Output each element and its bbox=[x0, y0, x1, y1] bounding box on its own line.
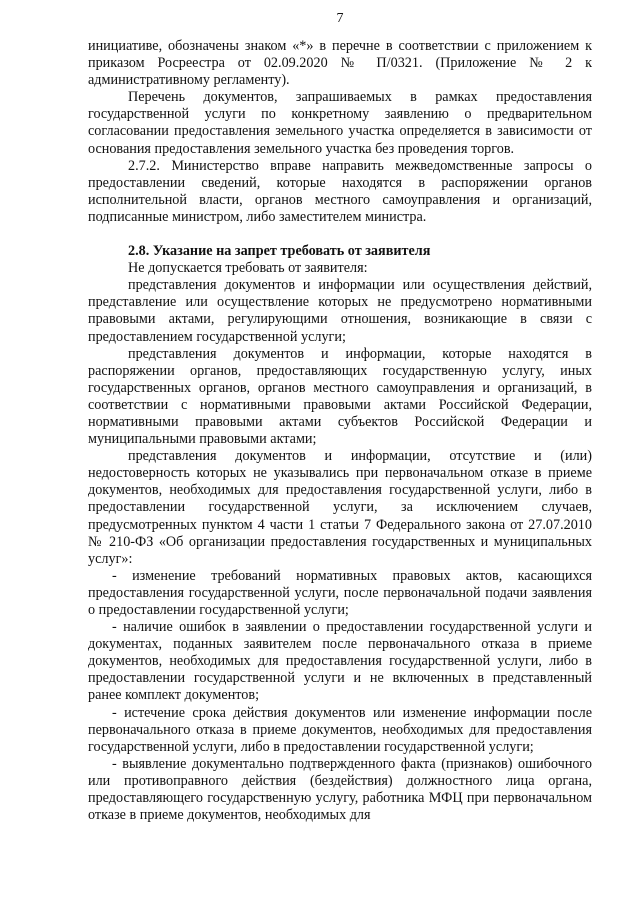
paragraph: представления документов и информации, которые находятся в распоряжении органов, предоставляющих государственную услугу, иных государственных органов, органов местного самоуправления и организаций, в соответствии с нормативными правовыми актами Российской Федерации, нормативными правовыми актами субъектов Российской Федерации и муниципальными правовыми актами; bbox=[88, 345, 592, 448]
paragraph: Перечень документов, запрашиваемых в рамках предоставления государственной услуги по конкретному заявлению о предварительном согласовании предоставления земельного участка определяется в зависимости от основания предоставления земельного участка без проведения торгов. bbox=[88, 89, 592, 157]
document-body bbox=[88, 38, 592, 824]
list-item: - наличие ошибок в заявлении о предоставлении государственной услуги и документах, поданных заявителем после первоначального отказа в приеме документов, необходимых для предоставления государственной услуги, либо в предоставлении государственной услуги и не включенных в представленный ранее комплект документов; bbox=[88, 619, 592, 704]
list-item: - истечение срока действия документов или изменение информации после первоначального отказа в приеме документов, необходимых для предоставления государственной услуги, либо в предоставлении государственной услуги; bbox=[88, 704, 592, 755]
section-heading: 2.8. Указание на запрет требовать от заявителя bbox=[128, 243, 431, 260]
paragraph: представления документов и информации или осуществления действий, представление или осуществление которых не предусмотрено нормативными правовыми актами, регулирующими отношения, возникающие в связи с предоставлением государственной услуги; bbox=[88, 277, 592, 345]
list-item: - изменение требований нормативных правовых актов, касающихся предоставления государственной услуги, после первоначальной подачи заявления о предоставлении государственной услуги; bbox=[88, 567, 592, 618]
paragraph: Не допускается требовать от заявителя: bbox=[128, 260, 368, 277]
paragraph: 2.7.2. Министерство вправе направить межведомственные запросы о предоставлении сведений, которые находятся в распоряжении органов исполнительной власти, органов местного самоуправления и организаций, подписанные министром, либо заместителем министра. bbox=[88, 157, 592, 225]
page-number: 7 bbox=[336, 11, 344, 26]
paragraph: представления документов и информации, отсутствие и (или) недостоверность которых не указывались при первоначальном отказе в приеме документов, необходимых для предоставления государственной услуги, либо в предоставлении государственной услуги, за исключением случаев, предусмотренных пунктом 4 части 1 статьи 7 Федерального закона от 27.07.2010 № 210-ФЗ «Об организации предоставления государственных и муниципальных услуг»: bbox=[88, 448, 592, 567]
list-item: - выявление документально подтвержденного факта (признаков) ошибочного или противоправного действия (бездействия) должностного лица органа, предоставляющего государственную услугу, работника МФЦ при первоначальном отказе в приеме документов, необходимых для bbox=[88, 755, 592, 824]
paragraph: инициативе, обозначены знаком «*» в перечне в соответствии с приложением к приказом Росреестра от 02.09.2020 № П/0321. (Приложение № 2 к административному регламенту). bbox=[88, 38, 592, 89]
